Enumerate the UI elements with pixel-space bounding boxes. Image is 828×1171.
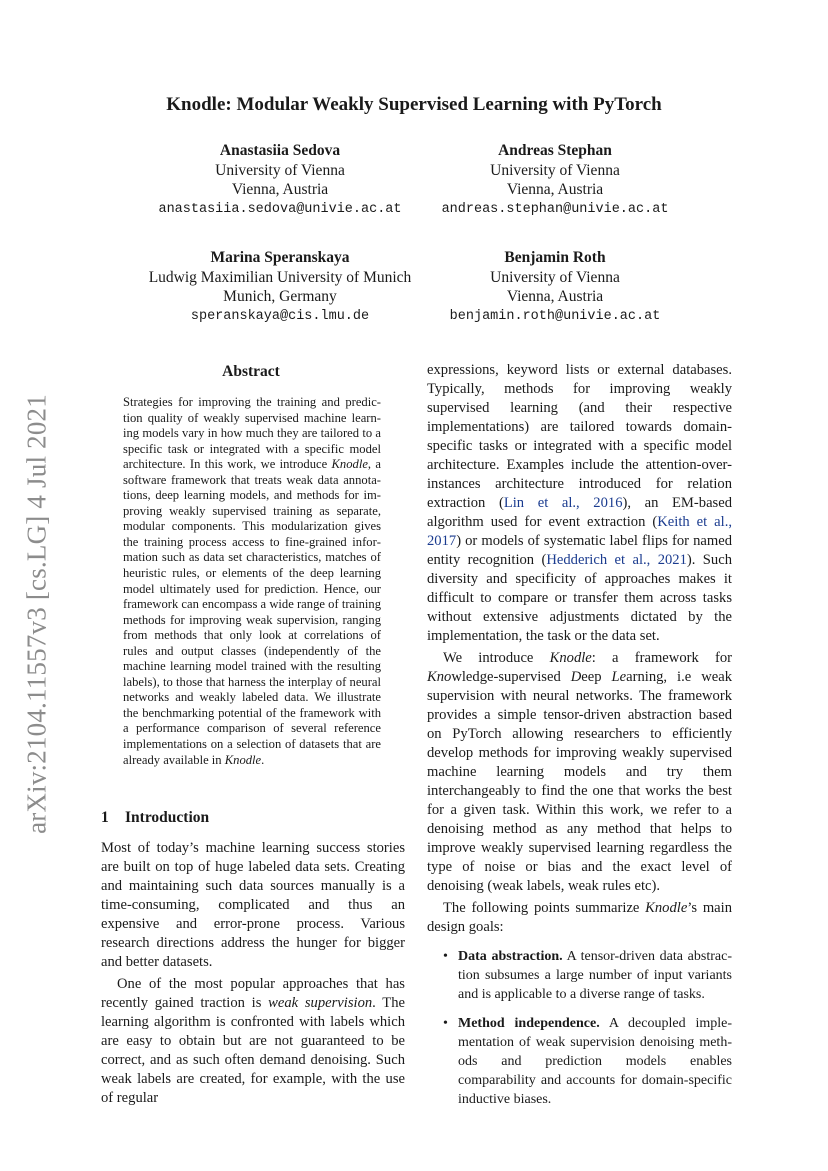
- acronym-part: Kno: [427, 669, 452, 685]
- author-name: Benjamin Roth: [504, 249, 606, 266]
- paragraph-text: arning, i.e weak supervision with neural networks. The framework provides a simple tensor-driven abstraction based on PyTorch allowing researchers to efficiently develop methods for improving weakly supervised machine learning models and try them interchangeably to find the one that works the best for a given task. Within this work, we refer to a denoising method as any method that helps to improve weakly supervised learning regardless the type of noise or bias and the exact level of denoising (weak labels, weak rules etc).: [427, 669, 732, 894]
- abstract-heading: Abstract: [222, 363, 280, 380]
- paragraph-text: wledge-supervised: [451, 669, 571, 685]
- author-email: andreas.stephan@univie.ac.at: [441, 201, 669, 217]
- framework-name: Knodle: [331, 457, 368, 472]
- paragraph-text: . The learning algorithm is confronted with labels which are easy to obtain but are not guaranteed to be correct, and as such often demand denoising. Such weak labels are created, for example, with the use of regular: [101, 995, 405, 1106]
- list-item-text: A decoupled implementation of weak supervision denoising methods and prediction models enables comparability and accounts for domain-specific inductive biases.: [458, 1016, 732, 1107]
- paragraph: [427, 649, 732, 896]
- paragraph-text: ). Such diversity and specificity of approaches makes it difficult to compare or transfer them across tasks without extensive adjustments dictated by the implementation, the task or the data set.: [427, 552, 732, 644]
- author-location: Vienna, Austria: [506, 181, 604, 198]
- framework-name: Knodle: [549, 650, 592, 666]
- citation-link[interactable]: Keith et al., 2017: [427, 514, 733, 549]
- author-email: anastasiia.sedova@univie.ac.at: [158, 201, 402, 217]
- paragraph-text: ) or models of systematic label flips for named entity recognition (: [427, 533, 732, 568]
- paragraph-text: : a framework for: [591, 650, 732, 666]
- paragraph-text: One of the most popular approaches that has recently gained traction is: [101, 976, 405, 1011]
- section-title: Introduction: [125, 809, 210, 826]
- author-name: Anastasiia Sedova: [219, 142, 341, 159]
- acronym-part: D: [570, 669, 582, 685]
- author-email: speranskaya@cis.lmu.de: [190, 308, 370, 324]
- bullet-icon: •: [443, 949, 448, 964]
- abstract-text: .: [261, 752, 265, 767]
- paragraph: [427, 899, 732, 937]
- list-item-title: Data abstraction.: [458, 949, 563, 964]
- section-number: 1: [101, 809, 109, 826]
- author-location: Vienna, Austria: [506, 288, 604, 305]
- paragraph: [427, 361, 732, 646]
- author-location: Vienna, Austria: [231, 181, 329, 198]
- paragraph-text: ), an EM-based algorithm used for event extraction (: [427, 495, 732, 530]
- paragraph-text: The following points summarize: [443, 900, 646, 916]
- framework-name: Knodle: [645, 900, 688, 916]
- list-item-title: Method independence.: [458, 1016, 600, 1031]
- author-affiliation: University of Vienna: [215, 161, 345, 179]
- arxiv-side-stamp: [9, 383, 65, 845]
- framework-name: Knodle: [224, 752, 262, 767]
- emphasis-term: weak supervision: [268, 995, 373, 1011]
- author-block: [130, 248, 430, 326]
- abstract-text: Strategies for improving the training and prediction quality of weakly supervised machine learning models vary in how much they are tailored to a specific task or integrated with a specific model architecture. In this work, we introduce: [123, 395, 381, 472]
- design-goals-list: [427, 947, 732, 1109]
- paper-title: Knodle: Modular Weakly Supervised Learning with PyTorch: [166, 94, 662, 115]
- author-block: [420, 248, 690, 326]
- paragraph: [101, 975, 405, 1108]
- paragraph-text: expressions, keyword lists or external databases. Typically, methods for improving weakly supervised learning (and their respective implementations) are tailored towards domain-specific tasks or integrated with a specific model architecture. Examples include the attention-over-instances architecture introduced for relation extraction (: [427, 362, 732, 511]
- author-name: Andreas Stephan: [498, 142, 612, 159]
- citation-link[interactable]: Hedderich et al., 2021: [546, 552, 687, 568]
- section-heading: [101, 809, 405, 827]
- author-email: benjamin.roth@univie.ac.at: [449, 308, 661, 324]
- author-block: [420, 141, 690, 219]
- abstract-body: [123, 395, 381, 768]
- arxiv-identifier: arXiv:2104.11557v3 [cs.LG] 4 Jul 2021: [21, 394, 52, 834]
- author-affiliation: University of Vienna: [490, 268, 620, 286]
- citation-link[interactable]: Lin et al., 2016: [503, 495, 623, 511]
- paragraph-text: eep: [581, 669, 612, 685]
- bullet-icon: •: [443, 1016, 448, 1031]
- list-item-text: A tensor-driven data abstraction subsumes a large number of input variants and is applicable to a diverse range of tasks.: [458, 949, 732, 1002]
- acronym-part: Le: [611, 669, 627, 685]
- author-block: [140, 141, 420, 219]
- author-name: Marina Speranskaya: [210, 249, 350, 266]
- paragraph-text: We introduce: [443, 650, 550, 666]
- author-affiliation: Ludwig Maximilian University of Munich: [148, 268, 412, 286]
- right-column-body: [427, 361, 732, 1109]
- list-item: [427, 947, 732, 1004]
- author-affiliation: University of Vienna: [490, 161, 620, 179]
- paragraph-text: ’s main design goals:: [427, 900, 732, 935]
- list-item: [427, 1014, 732, 1109]
- left-column-body: [101, 839, 405, 1108]
- paragraph: Most of today’s machine learning success stories are built on top of huge labeled data sets. Creating and maintaining such data sources manually is a time-consuming, complicated and thus an expensive and error-prone process. Various research directions address the hunger for bigger and better datasets.: [101, 840, 405, 970]
- author-location: Munich, Germany: [223, 288, 337, 305]
- abstract-text: , a software framework that treats weak data annotations, deep learning models, and methods for improving weakly supervised training as separate, modular components. This modularization gives the training process access to fine-grained information such as data set characteristics, matches of heuristic rules, or elements of the deep learning model ultimately used for prediction. Hence, our framework can encompass a wide range of training methods for improving weak supervision, ranging from methods that only look at correlations of rules and output classes (independently of the machine learning model trained with the resulting labels), to those that harness the interplay of neural networks and weakly labeled data. We illustrate the benchmarking potential of the framework with a performance comparison of several reference implementations on a selection of datasets that are already available in: [123, 457, 381, 767]
